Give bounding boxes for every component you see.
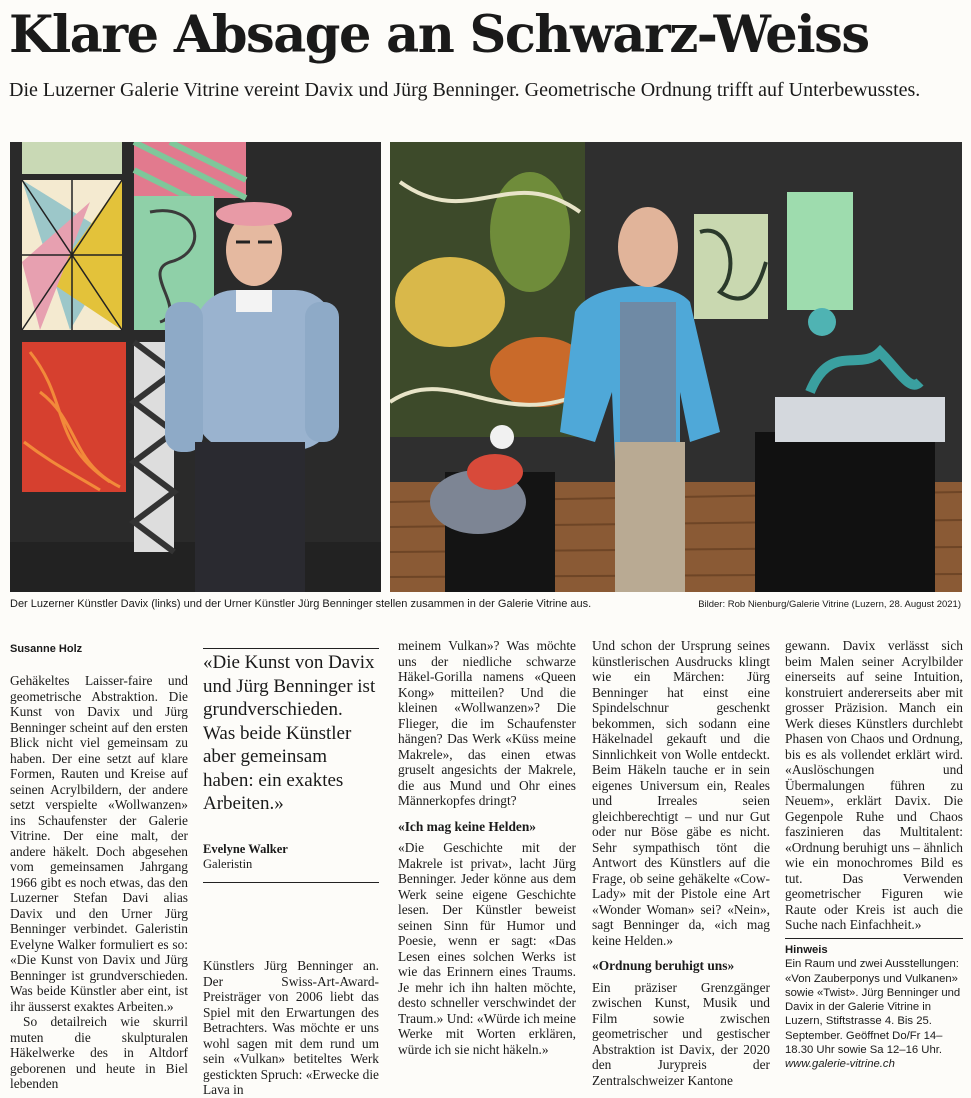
article-column-1 [10, 624, 188, 1092]
article-paragraph: So detailreich wie skurril muten die skulpturalen Häkelwerke des in Altdorf geborenen und heute in Biel lebenden [10, 1014, 188, 1091]
pull-quote-text: «Die Kunst von Davix und Jürg Benninger ist grundverschieden. Was beide Künstler aber gemeinsam haben: ein exaktes Arbeiten.» [203, 652, 376, 814]
article-paragraph: meinem Vulkan»? Was möchte uns der niedliche schwarze Häkel-Gorilla namens «Queen Kong» mitteilen? Und die kleinen «Wollwanzen»? Die Flieger, die im Schaufenster hängen? Das Werk «Küss meine Makrele», das einen etwas gruselt angesichts der Makrele, die aus Mund und Ohr eines Männerkopfes dringt? [398, 638, 576, 808]
info-box [785, 938, 963, 1072]
info-box-title: Hinweis [785, 944, 828, 956]
article-paragraph: Gehäkeltes Laisser-faire und geometrische Abstraktion. Die Kunst von Davix und Jürg Benninger scheint auf den ersten Blick nicht viel gemeinsam zu haben. Der eine setzt auf klare Formen, Rauten und Kreise auf seinen Acrylbildern, der andere setzt verspielte «Wollwanzen» ins Schaufenster der Galerie Vitrine. Der eine malt, der andere häkelt. Doch abgesehen vom gemeinsamen Jahrgang 1966 gibt es noch etwas, das den Luzerner Stefan Davi alias Davix und den Urner Jürg Benninger verbindet. Galeristin Evelyne Walker formuliert es so: «Die Kunst von Davix und Jürg Benninger ist grundverschieden. Was beide Künstler aber eint, ist ihr äusserst exaktes Arbeiten.» [10, 673, 188, 1014]
author-byline: Susanne Holz [10, 643, 83, 655]
pull-quote-box [203, 648, 379, 883]
gallery-website-link[interactable]: www.galerie-vitrine.ch [785, 1058, 895, 1071]
subheading: «Ordnung beruhigt uns» [592, 958, 735, 973]
article-paragraph: Künstlers Jürg Benninger an. Der Swiss-Art-Award-Preisträger von 2006 liebt das Spiel mit den Erwartungen des Betrachters. Was möchte er uns wohl sagen mit dem rund um sein «Vulkan» betiteltes Werk gestickten Spruch: «Erwecke die Lava in [203, 958, 379, 1097]
pull-quote-name: Evelyne Walker [203, 841, 288, 856]
article-column-5 [785, 638, 963, 933]
headline: Klare Absage an Schwarz-Weiss [9, 5, 869, 65]
photo-davix [10, 142, 381, 592]
article-column-4 [592, 638, 770, 1088]
pull-quote-role: Galeristin [203, 856, 253, 871]
article-column-2 [203, 958, 379, 1098]
photo-credit: Bilder: Rob Nienburg/Galerie Vitrine (Luzern, 28. August 2021) [698, 599, 961, 610]
article-paragraph: «Die Geschichte mit der Makrele ist privat», lacht Jürg Benninger. Jeder könne aus dem Werk seine eigene Geschichte lesen. Der Künstler beweist seinen Sinn für Humor und Poesie, wenn er sagt: «Das Lesen eines solchen Werks ist wie das Erinnern eines Traums. Je mehr ich ihn halten möchte, desto schneller verschwindet der Traum.» Und: «Würde ich meine Werke mit Worten erklären, würde ich sie nicht häkeln.» [398, 840, 576, 1057]
article-paragraph: Ein präziser Grenzgänger zwischen Kunst, Musik und Film sowie zwischen geometrischer und gestischer Abstraktion ist Davix, der 2020 den Jurypreis der Zentralschweizer Kantone [592, 979, 770, 1088]
info-box-text: Ein Raum und zwei Ausstellungen: «Von Zauberponys und Vulkanen» sowie «Twist». Jürg Benninger und Davix in der Galerie Vitrine in Luzern, Stiftstrasse 4. Bis 25. September. Geöffnet Do/Fr 14–18.30 Uhr sowie Sa 12–16 Uhr. [785, 958, 961, 1057]
photo-caption: Der Luzerner Künstler Davix (links) und der Urner Künstler Jürg Benninger stellen zusammen in der Galerie Vitrine aus. [10, 598, 592, 610]
article-column-3 [398, 638, 576, 1057]
lead-text: Die Luzerner Galerie Vitrine vereint Davix und Jürg Benninger. Geometrische Ordnung trifft auf Unterbewusstes. [9, 79, 921, 101]
article-paragraph: gewann. Davix verlässt sich beim Malen seiner Acrylbilder einerseits auf seine Intuition, konstruiert andererseits aber mit grosser Präzision. Manch ein Werk dieses Künstlers durchlebt Phasen von Chaos und Ordnung, bis es als vollendet erklärt wird. «Auslöschungen und Übermalungen führen zu Neuem», erklärt Davix. Die Gegenpole Ruhe und Chaos faszinieren das Multitalent: «Ordnung beruhigt uns – ähnlich wie ein monochromes Bild es tut. Das Verwenden geometrischer Figuren wie Raute oder Kreis ist auch die Suche nach Einfachheit.» [785, 638, 963, 932]
photo-benninger [390, 142, 962, 592]
subheading: «Ich mag keine Helden» [398, 818, 536, 834]
article-paragraph: Und schon der Ursprung seines künstlerischen Ausdrucks klingt wie ein Märchen: Jürg Benninger hat einst eine Spindelschnur geschenkt bekommen, sich sodann eine Häkelnadel gekauft und die Sinnlichkeit von Wolle entdeckt. Beim Häkeln tauche er in sein eigenes Universum ein, Reales und Irreales seien gleichberechtigt – und nur Gut oder nur Böse gäbe es nicht. Sehr sympathisch tönt die Antwort des Künstlers auf die Frage, ob seine gehäkelte «Cow-Lady» mit der Pistole eine Art «Wonder Woman» sei? «Nein», sagt Benninger da, «ich mag keine Helden.» [592, 638, 770, 948]
